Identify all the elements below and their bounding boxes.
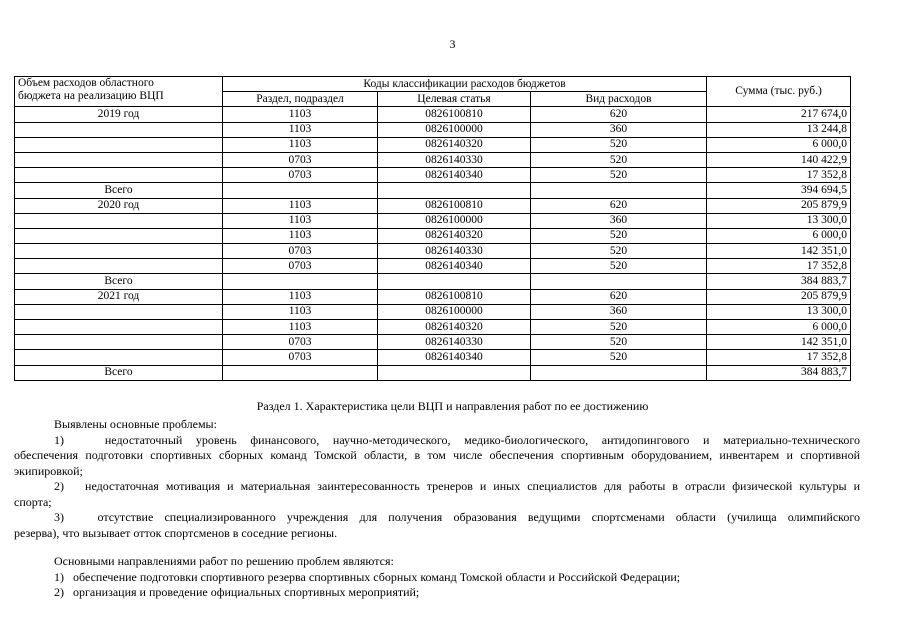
row-article-cell: 0826140320 [378, 320, 531, 335]
row-label-cell [15, 137, 223, 152]
row-label-cell: 2020 год [15, 198, 223, 213]
row-type-cell [531, 365, 707, 380]
header-type: Вид расходов [531, 92, 707, 107]
directions-list [14, 570, 860, 601]
row-label-cell [15, 122, 223, 137]
row-section-cell: 1103 [223, 304, 378, 319]
row-section-cell: 0703 [223, 259, 378, 274]
row-label-cell [15, 320, 223, 335]
budget-table [14, 76, 851, 381]
direction-item: 1) обеспечение подготовки спортивного резерва спортивных сборных команд Томской области и Российской Федерации; [54, 569, 681, 584]
row-label-cell [15, 152, 223, 167]
row-sum-cell: 205 879,9 [707, 198, 851, 213]
table-row [15, 244, 851, 259]
row-article-cell [378, 183, 531, 198]
row-type-cell [531, 183, 707, 198]
row-article-cell: 0826100810 [378, 289, 531, 304]
row-sum-cell: 13 244,8 [707, 122, 851, 137]
row-type-cell: 520 [531, 335, 707, 350]
row-sum-cell: 17 352,8 [707, 259, 851, 274]
row-section-cell: 0703 [223, 152, 378, 167]
table-row [15, 107, 851, 122]
row-section-cell: 1103 [223, 289, 378, 304]
table-row [15, 320, 851, 335]
row-type-cell: 520 [531, 228, 707, 243]
row-article-cell: 0826140340 [378, 350, 531, 365]
problem-item-continuation: спорта; [14, 494, 52, 509]
header-sum: Сумма (тыс. руб.) [707, 77, 851, 107]
row-label-cell: Всего [15, 274, 223, 289]
row-type-cell: 520 [531, 244, 707, 259]
row-article-cell: 0826140320 [378, 228, 531, 243]
row-section-cell: 1103 [223, 198, 378, 213]
body-text [14, 417, 860, 601]
row-label-cell [15, 335, 223, 350]
table-row [15, 168, 851, 183]
row-label-cell [15, 244, 223, 259]
row-label-cell [15, 350, 223, 365]
row-section-cell: 1103 [223, 213, 378, 228]
row-label-cell [15, 213, 223, 228]
table-row [15, 152, 851, 167]
row-label-cell: 2021 год [15, 289, 223, 304]
header-volume [15, 77, 223, 107]
table-row [15, 137, 851, 152]
row-type-cell: 520 [531, 259, 707, 274]
table-header-row [15, 77, 851, 92]
row-sum-cell: 142 351,0 [707, 244, 851, 259]
row-article-cell: 0826140320 [378, 137, 531, 152]
row-label-cell [15, 304, 223, 319]
row-article-cell: 0826140340 [378, 259, 531, 274]
row-section-cell: 1103 [223, 107, 378, 122]
row-sum-cell: 13 300,0 [707, 213, 851, 228]
row-sum-cell: 142 351,0 [707, 335, 851, 350]
row-sum-cell: 13 300,0 [707, 304, 851, 319]
table-row [15, 122, 851, 137]
header-volume-line2: бюджета на реализацию ВЦП [18, 90, 164, 102]
table-row [15, 213, 851, 228]
row-article-cell: 0826100000 [378, 304, 531, 319]
table-row [15, 274, 851, 289]
row-article-cell: 0826140330 [378, 335, 531, 350]
row-type-cell: 520 [531, 168, 707, 183]
header-article: Целевая статья [378, 92, 531, 107]
row-sum-cell: 394 694,5 [707, 183, 851, 198]
table-row [15, 259, 851, 274]
row-article-cell: 0826140330 [378, 244, 531, 259]
row-sum-cell: 6 000,0 [707, 320, 851, 335]
row-section-cell [223, 365, 378, 380]
row-type-cell: 620 [531, 107, 707, 122]
row-article-cell: 0826140330 [378, 152, 531, 167]
row-sum-cell: 140 422,9 [707, 152, 851, 167]
row-sum-cell: 384 883,7 [707, 274, 851, 289]
row-section-cell [223, 183, 378, 198]
row-article-cell: 0826100000 [378, 213, 531, 228]
row-sum-cell: 6 000,0 [707, 228, 851, 243]
row-section-cell: 0703 [223, 244, 378, 259]
problems-list [14, 433, 860, 542]
problem-item: 2) недостаточная мотивация и материальная заинтересованность тренеров и иных специалистов для работы в отрасли физической культуры и [54, 479, 860, 493]
problem-item: 3) отсутствие специализированного учреждения для получения образования ведущими спортсменами области (училища олимпийского [54, 510, 860, 524]
row-article-cell [378, 365, 531, 380]
table-row [15, 289, 851, 304]
header-codes-group: Коды классификации расходов бюджетов [223, 77, 707, 92]
row-label-cell [15, 168, 223, 183]
direction-item: 2) организация и проведение официальных спортивных мероприятий; [54, 585, 420, 599]
row-section-cell: 0703 [223, 168, 378, 183]
row-type-cell: 360 [531, 213, 707, 228]
table-row [15, 350, 851, 365]
table-row [15, 335, 851, 350]
row-type-cell: 620 [531, 289, 707, 304]
header-section: Раздел, подраздел [223, 92, 378, 107]
row-section-cell: 1103 [223, 228, 378, 243]
table-row [15, 183, 851, 198]
row-type-cell: 520 [531, 137, 707, 152]
row-sum-cell: 6 000,0 [707, 137, 851, 152]
row-type-cell: 360 [531, 122, 707, 137]
row-type-cell: 360 [531, 304, 707, 319]
row-label-cell: 2019 год [15, 107, 223, 122]
row-article-cell: 0826100810 [378, 198, 531, 213]
row-article-cell: 0826100810 [378, 107, 531, 122]
row-section-cell: 1103 [223, 122, 378, 137]
row-article-cell [378, 274, 531, 289]
row-label-cell: Всего [15, 365, 223, 380]
problem-item-continuation: резерва), что вызывает отток спортсменов в соседние регионы. [14, 525, 338, 540]
problem-item-continuation: обеспечения подготовки спортивных сборных команд Томской области, в том числе обеспечения спортивным оборудованием, инвентарем и спортивной экипировкой; [14, 448, 860, 478]
row-type-cell: 520 [531, 350, 707, 365]
row-section-cell: 1103 [223, 137, 378, 152]
row-type-cell: 520 [531, 320, 707, 335]
row-sum-cell: 17 352,8 [707, 350, 851, 365]
problem-item: 1) недостаточный уровень финансового, научно-методического, медико-биологического, антидопингового и материально-технического [54, 432, 860, 447]
row-sum-cell: 384 883,7 [707, 365, 851, 380]
row-section-cell: 1103 [223, 320, 378, 335]
table-row [15, 228, 851, 243]
row-section-cell: 0703 [223, 335, 378, 350]
problems-intro: Выявлены основные проблемы: [54, 417, 217, 431]
row-article-cell: 0826140340 [378, 168, 531, 183]
section-title: Раздел 1. Характеристика цели ВЦП и направления работ по ее достижению [256, 399, 649, 413]
row-article-cell: 0826100000 [378, 122, 531, 137]
row-type-cell: 620 [531, 198, 707, 213]
row-label-cell [15, 259, 223, 274]
row-label-cell: Всего [15, 183, 223, 198]
page-number: 3 [449, 37, 456, 51]
table-row [15, 365, 851, 380]
row-sum-cell: 217 674,0 [707, 107, 851, 122]
row-sum-cell: 205 879,9 [707, 289, 851, 304]
row-section-cell: 0703 [223, 350, 378, 365]
table-row [15, 198, 851, 213]
row-type-cell: 520 [531, 152, 707, 167]
row-section-cell [223, 274, 378, 289]
row-sum-cell: 17 352,8 [707, 168, 851, 183]
row-label-cell [15, 228, 223, 243]
row-type-cell [531, 274, 707, 289]
table-row [15, 304, 851, 319]
directions-intro: Основными направлениями работ по решению проблем являются: [54, 554, 394, 568]
header-volume-line1: Объем расходов областного [18, 77, 154, 89]
